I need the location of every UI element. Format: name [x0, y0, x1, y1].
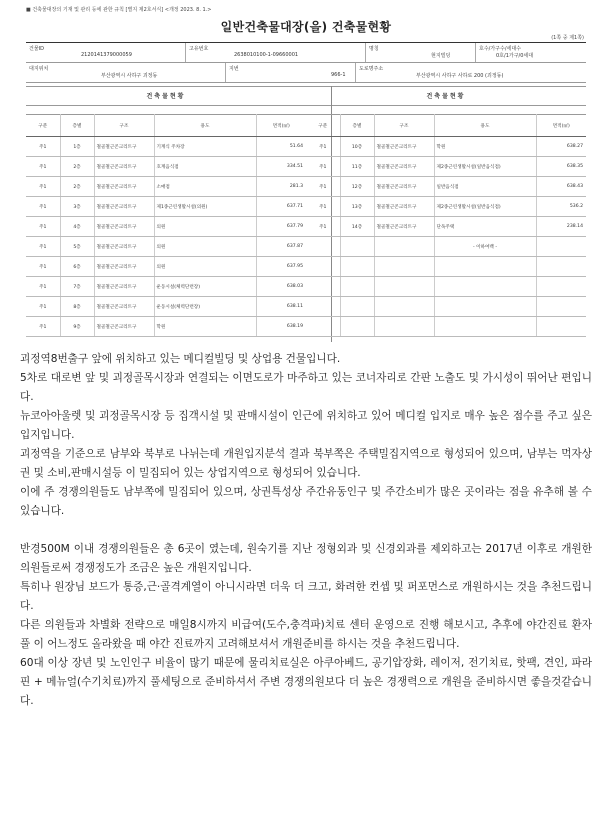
register-header — [26, 42, 586, 83]
building-id-label: 건물ID — [29, 46, 44, 52]
column-header: 용도 — [154, 115, 256, 137]
unique-number-label: 고유번호 — [189, 46, 209, 52]
body-paragraph: 특히나 원장님 보드가 통증,근·골격계열이 아니시라면 더욱 더 크고, 화려한 컨셉 및 퍼포먼스로 개원하시는 것을 추천드립니다. — [20, 581, 592, 612]
table-cell — [340, 297, 374, 317]
lot-number-cell — [226, 63, 356, 82]
table-cell: 637.79 — [256, 217, 306, 237]
table-row — [26, 237, 306, 257]
table-cell: 철골철근콘크리트구 — [94, 317, 154, 337]
form-page-indicator: (1쪽 중 제1쪽) — [551, 35, 584, 41]
section-title-left: 건축물현황 — [26, 86, 306, 106]
table-cell: 1층 — [60, 137, 94, 157]
table-row — [306, 137, 586, 157]
table-cell — [536, 257, 586, 277]
table-cell: 철골철근콘크리트구 — [94, 297, 154, 317]
site-location-label: 대지위치 — [29, 66, 49, 72]
column-header: 면적(㎡) — [536, 115, 586, 137]
table-cell: 운동시설(체력단련장) — [154, 277, 256, 297]
table-row — [306, 157, 586, 177]
form-title: 일반건축물대장(을) 건축물현황 — [220, 20, 392, 34]
table-cell — [306, 257, 340, 277]
floor-table-right — [306, 114, 586, 337]
table-cell — [434, 277, 536, 297]
table-cell: 3층 — [60, 197, 94, 217]
table-cell: 주1 — [306, 197, 340, 217]
road-address-value: 부산광역시 사하구 사하로 200 (괴정동) — [416, 73, 504, 79]
table-cell: 638.11 — [256, 297, 306, 317]
table-cell: 철골철근콘크리트구 — [94, 137, 154, 157]
table-cell: 8층 — [60, 297, 94, 317]
column-header: 구분 — [306, 115, 340, 137]
column-header: 구조 — [94, 115, 154, 137]
table-cell: 주1 — [26, 157, 60, 177]
lot-number-label: 지번 — [229, 66, 239, 72]
building-id-value: 2120141379000059 — [81, 52, 132, 58]
table-cell: 철골철근콘크리트구 — [374, 177, 434, 197]
body-paragraph: 뉴코아아울렛 및 괴정골목시장 등 집객시설 및 판매시설이 인근에 위치하고 있어 메디컬 입지로 매우 높은 점수를 주고 싶은 입지입니다. — [20, 410, 592, 441]
table-cell: 주1 — [26, 197, 60, 217]
table-row — [26, 157, 306, 177]
table-cell — [340, 277, 374, 297]
table-cell — [434, 317, 536, 337]
table-cell — [536, 237, 586, 257]
body-paragraph: 60대 이상 장년 및 노인인구 비율이 많기 때문에 물리치료실은 아쿠아베드, 공기압장화, 레이저, 전기치료, 핫팩, 견인, 파라핀 + 메뉴얼(수기치료)까지 풀세팅으로 준비하셔서 주변 경쟁의원보다 더 높은 경쟁력으로 개원을 준비하시면 좋을것같습니다. — [20, 657, 592, 707]
site-location-cell — [26, 63, 226, 82]
table-row — [26, 137, 306, 157]
table-cell: 637.87 — [256, 237, 306, 257]
table-cell: 철골철근콘크리트구 — [94, 177, 154, 197]
table-cell: 주1 — [306, 177, 340, 197]
table-cell: 10층 — [340, 137, 374, 157]
table-cell — [340, 257, 374, 277]
table-row — [26, 197, 306, 217]
table-cell: 단독주택 — [434, 217, 536, 237]
table-cell — [374, 297, 434, 317]
column-header: 층별 — [340, 115, 374, 137]
lot-number-value: 966-1 — [331, 72, 346, 78]
table-cell: 638.03 — [256, 277, 306, 297]
table-cell: 536.2 — [536, 197, 586, 217]
table-cell: 제1종근린생활시설(의원) — [154, 197, 256, 217]
table-row — [26, 277, 306, 297]
table-cell: 철골철근콘크리트구 — [94, 217, 154, 237]
table-cell: 2층 — [60, 157, 94, 177]
table-cell: 철골철근콘크리트구 — [94, 237, 154, 257]
table-cell: 638.35 — [536, 157, 586, 177]
table-cell: 철골철근콘크리트구 — [374, 217, 434, 237]
table-cell: 637.95 — [256, 257, 306, 277]
table-row — [306, 237, 586, 257]
table-cell — [536, 317, 586, 337]
column-header: 용도 — [434, 115, 536, 137]
unique-number-value: 2638010100-1-09660001 — [234, 52, 299, 58]
table-row — [26, 317, 306, 337]
table-cell: 637.71 — [256, 197, 306, 217]
table-cell: 운동시설(체력단련장) — [154, 297, 256, 317]
table-cell: 12층 — [340, 177, 374, 197]
table-row — [26, 177, 306, 197]
table-row — [306, 177, 586, 197]
table-cell: 소매점 — [154, 177, 256, 197]
table-cell: 주1 — [306, 137, 340, 157]
column-header: 구조 — [374, 115, 434, 137]
table-header-row — [306, 115, 586, 137]
table-cell: 철골철근콘크리트구 — [374, 157, 434, 177]
units-cell — [476, 43, 586, 62]
table-row — [306, 317, 586, 337]
table-cell: 기계식 주차장 — [154, 137, 256, 157]
table-cell — [434, 297, 536, 317]
table-row — [26, 257, 306, 277]
table-cell: 의원 — [154, 257, 256, 277]
unique-number-cell — [186, 43, 366, 62]
form-legal-note: ■ 건축물대장의 기재 및 관리 등에 관한 규칙 [별지 제2호서식] <개정 2023. 8. 1.> — [26, 7, 212, 13]
table-cell — [374, 317, 434, 337]
table-cell: 238.14 — [536, 217, 586, 237]
table-header-row — [26, 115, 306, 137]
table-cell — [306, 277, 340, 297]
table-cell: 7층 — [60, 277, 94, 297]
header-row-2 — [26, 63, 586, 83]
table-cell: 철골철근콘크리트구 — [94, 157, 154, 177]
table-cell — [536, 277, 586, 297]
table-row — [26, 297, 306, 317]
location-paragraphs — [20, 350, 592, 521]
units-value: 0호/1가구/0세대 — [496, 53, 534, 59]
table-cell: 학원 — [154, 317, 256, 337]
competition-paragraphs — [20, 540, 592, 711]
road-address-label: 도로명주소 — [359, 66, 384, 72]
table-cell: 호계음식점 — [154, 157, 256, 177]
table-row — [306, 277, 586, 297]
table-cell — [374, 237, 434, 257]
table-cell — [340, 317, 374, 337]
table-cell: 의원 — [154, 237, 256, 257]
paragraph-gap — [20, 521, 592, 540]
floor-table-left — [26, 114, 306, 337]
table-cell: 철골철근콘크리트구 — [374, 197, 434, 217]
table-cell: 일반음식점 — [434, 177, 536, 197]
table-cell: 주1 — [26, 237, 60, 257]
table-cell: 6층 — [60, 257, 94, 277]
table-cell: 주1 — [26, 317, 60, 337]
table-cell: 학원 — [434, 137, 536, 157]
table-cell: 334.51 — [256, 157, 306, 177]
building-register-form — [26, 6, 586, 336]
table-cell — [306, 297, 340, 317]
building-name-label: 명칭 — [369, 46, 379, 52]
header-row-1 — [26, 43, 586, 63]
table-cell: 11층 — [340, 157, 374, 177]
table-cell: 주1 — [26, 257, 60, 277]
table-cell: 9층 — [60, 317, 94, 337]
column-header: 층별 — [60, 115, 94, 137]
table-cell: 281.3 — [256, 177, 306, 197]
table-cell: 주1 — [26, 277, 60, 297]
table-row — [306, 217, 586, 237]
table-cell: 제2종근린생활시설(일반음식점) — [434, 197, 536, 217]
table-cell: - 이하여백 - — [434, 237, 536, 257]
building-name-value: 현지빌딩 — [431, 53, 451, 59]
table-cell — [306, 237, 340, 257]
table-cell — [434, 257, 536, 277]
table-cell: 제2종근린생활시설(일반음식점) — [434, 157, 536, 177]
table-cell: 4층 — [60, 217, 94, 237]
table-cell: 51.64 — [256, 137, 306, 157]
body-paragraph: 반경500M 이내 경쟁의원들은 총 6곳이 였는데, 원숙기를 지난 정형외과 및 신경외과를 제외하고는 2017년 이후로 개원한 의원들로써 경쟁정도가 조금은 높은 개원지입니다. — [20, 543, 592, 574]
building-name-cell — [366, 43, 476, 62]
table-cell — [340, 237, 374, 257]
table-cell: 5층 — [60, 237, 94, 257]
table-cell — [374, 257, 434, 277]
table-cell: 주1 — [26, 217, 60, 237]
table-row — [26, 217, 306, 237]
table-cell: 14층 — [340, 217, 374, 237]
table-cell: 638.43 — [536, 177, 586, 197]
table-cell: 638.19 — [256, 317, 306, 337]
table-cell: 철골철근콘크리트구 — [94, 257, 154, 277]
table-cell: 2층 — [60, 177, 94, 197]
table-cell: 철골철근콘크리트구 — [94, 277, 154, 297]
units-label: 호수/가구수/세대수 — [479, 46, 522, 52]
building-id-cell — [26, 43, 186, 62]
column-header: 면적(㎡) — [256, 115, 306, 137]
table-cell: 의원 — [154, 217, 256, 237]
table-cell: 주1 — [26, 177, 60, 197]
body-paragraph: 이에 주 경쟁의원들도 남부쪽에 밀집되어 있으며, 상권특성상 주간유동인구 및 주간소비가 많은 곳이라는 점을 유추해 볼 수있습니다. — [20, 486, 592, 517]
analysis-text — [20, 350, 592, 711]
road-address-cell — [356, 63, 586, 82]
table-cell: 주1 — [26, 297, 60, 317]
table-cell: 주1 — [26, 137, 60, 157]
body-paragraph: 괴정역8번출구 앞에 위치하고 있는 메디컬빌딩 및 상업용 건물입니다. — [20, 353, 341, 365]
table-row — [306, 297, 586, 317]
table-cell: 638.27 — [536, 137, 586, 157]
site-location-value: 부산광역시 사하구 괴정동 — [101, 73, 158, 79]
body-paragraph: 5차로 대로변 앞 및 괴정골목시장과 연결되는 이면도로가 마주하고 있는 코너자리로 간판 노출도 및 가시성이 뛰어난 편입니다. — [20, 372, 592, 403]
table-row — [306, 197, 586, 217]
table-cell: 주1 — [306, 217, 340, 237]
table-cell — [536, 297, 586, 317]
table-cell: 주1 — [306, 157, 340, 177]
body-paragraph: 괴정역을 기준으로 남부와 북부로 나뉘는데 개원입지분석 결과 북부쪽은 주택밀집지역으로 형성되어 있으며, 남부는 먹자상권 및 소비,판매시설등 이 밀집되어 있는 상업지역으로 형성되어 있습니다. — [20, 448, 592, 479]
column-header: 구분 — [26, 115, 60, 137]
body-paragraph: 다른 의원들과 차별화 전략으로 매일8시까지 비급여(도수,충격파)치료 센터 운영으로 진행 해보시고, 추후에 야간진료 환자 풀 이 어느정도 올라왔을 때 야간 진료까지 고려해보셔서 개원준비를 하시는 것을 추천드립니다. — [20, 619, 592, 650]
table-row — [306, 257, 586, 277]
table-cell — [306, 317, 340, 337]
section-title-right: 건축물현황 — [306, 86, 586, 106]
table-cell: 철골철근콘크리트구 — [374, 137, 434, 157]
table-cell: 철골철근콘크리트구 — [94, 197, 154, 217]
table-cell — [374, 277, 434, 297]
table-cell: 13층 — [340, 197, 374, 217]
